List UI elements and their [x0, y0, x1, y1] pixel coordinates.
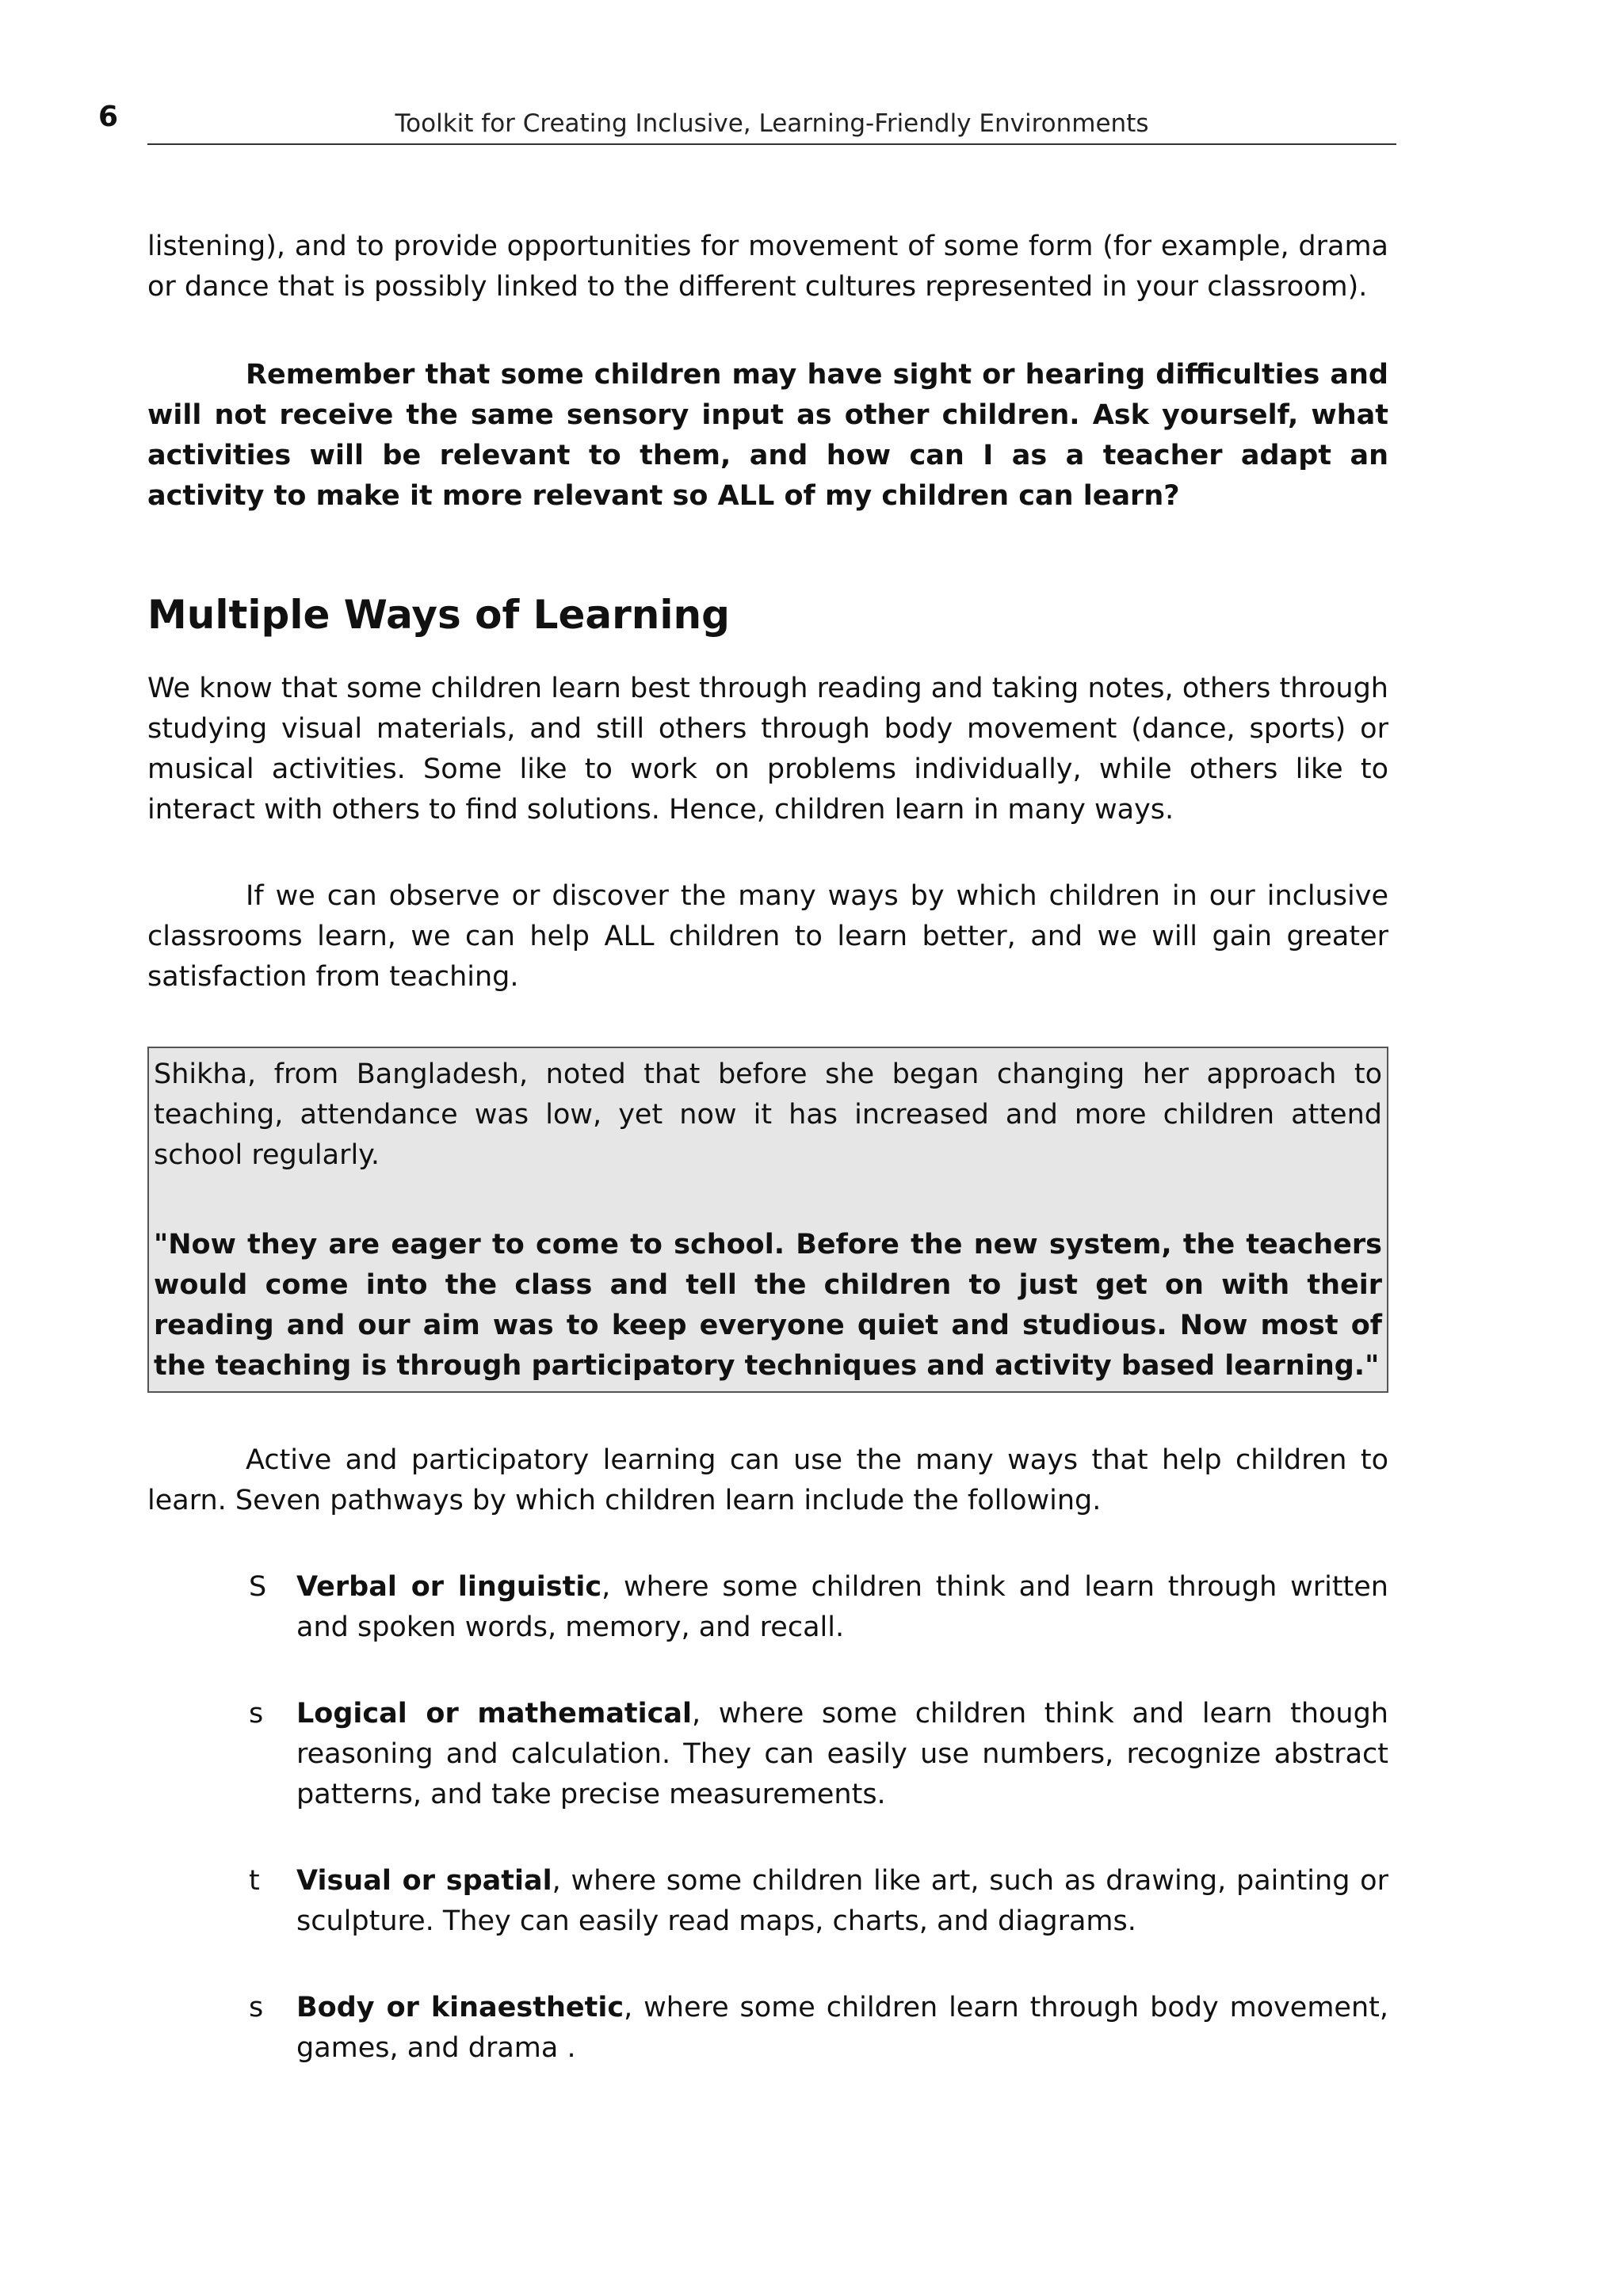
pathway-bullet: s [249, 1992, 264, 2023]
pathway-term: Body or kinaesthetic [296, 1992, 624, 2023]
header-divider [147, 143, 1396, 145]
paragraph-active-learning: Active and participatory learning can use the many ways that help children to learn. Seven pathways by which children learn include the following. [147, 1444, 1388, 1516]
paragraph-remember: Remember that some children may have sight or hearing difficulties and will not receive the same sensory input as other children. Ask yourself, what activities will be relevant to them, and how can I as a teacher adapt an activity to make it more relevant so ALL of my children can learn? [147, 359, 1388, 512]
pathway-item-verbal [147, 1567, 1388, 1648]
pathway-term: Logical or mathematical [296, 1698, 693, 1730]
case-study-box [147, 1047, 1388, 1393]
pathway-bullet: t [249, 1865, 260, 1897]
pathway-item-visual [147, 1861, 1388, 1942]
pathway-description: , where some children like art, such as drawing, painting or sculpture. They can easily read maps, charts, and diagrams. [296, 1865, 1388, 1937]
pathway-description: , where some children learn through body movement, games, and drama . [296, 1992, 1388, 2064]
pathway-item-logical [147, 1694, 1388, 1815]
page-body [147, 227, 1388, 2115]
pathway-bullet: S [249, 1571, 267, 1603]
pathway-term: Verbal or linguistic [296, 1571, 602, 1603]
paragraph-continuation: listening), and to provide opportunities for movement of some form (for example, drama or dance that is possibly linked to the different cultures represented in your classroom). [147, 231, 1388, 303]
case-study-intro: Shikha, from Bangladesh, noted that before she began changing her approach to teaching, attendance was low, yet now it has increased and more children attend school regularly. [154, 1058, 1382, 1171]
pathway-bullet: s [249, 1698, 264, 1730]
pathway-text [296, 1567, 1388, 1648]
pathway-text [296, 1861, 1388, 1942]
paragraph-observe: If we can observe or discover the many ways by which children in our inclusive classrooms learn, we can help ALL children to learn better, and we will gain greater satisfaction from teaching. [147, 880, 1388, 993]
paragraph-learning-styles: We know that some children learn best through reading and taking notes, others through studying visual materials, and still others through body movement (dance, sports) or musical activities. Some like to work on problems individually, while others like to interact with others to find solutions. Hence, children learn in many ways. [147, 673, 1388, 826]
case-study-quote: "Now they are eager to come to school. Before the new system, the teachers would come into the class and tell the children to just get on with their reading and our aim was to keep everyone quiet and studious. Now most of the teaching is through participatory techniques and activity based learning." [154, 1229, 1382, 1382]
page-number: 6 [98, 101, 119, 133]
pathway-text [296, 1694, 1388, 1815]
pathway-term: Visual or spatial [296, 1865, 552, 1897]
running-header-title: Toolkit for Creating Inclusive, Learning-Friendly Environments [395, 109, 1149, 138]
pathway-description: , where some children think and learn through written and spoken words, memory, and recall. [296, 1571, 1388, 1643]
pathway-text [296, 1988, 1388, 2069]
pathway-description: , where some children think and learn though reasoning and calculation. They can easily use numbers, recognize abstract patterns, and take precise measurements. [296, 1698, 1388, 1810]
section-heading: Multiple Ways of Learning [147, 592, 730, 638]
pathway-item-body [147, 1988, 1388, 2069]
